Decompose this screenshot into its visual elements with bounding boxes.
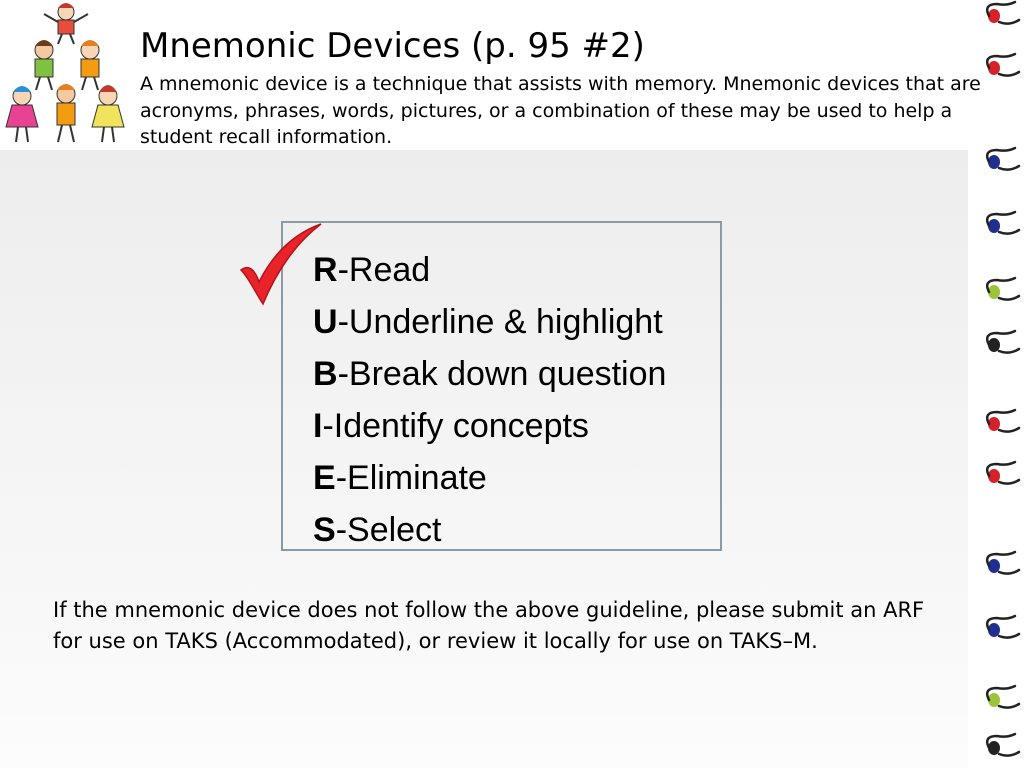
list-item xyxy=(313,296,666,348)
curl-decoration-icon xyxy=(987,54,1019,76)
list-item xyxy=(313,244,666,296)
curl-decoration-icon xyxy=(987,616,1019,638)
curl-decoration-icon xyxy=(987,686,1019,708)
curl-decoration-icon xyxy=(987,462,1019,484)
list-item xyxy=(313,400,666,452)
curl-decoration-icon xyxy=(987,148,1019,170)
list-item xyxy=(313,504,666,556)
acronym-text: -Select xyxy=(335,511,442,549)
red-checkmark-icon xyxy=(235,220,325,310)
curl-decoration-icon xyxy=(987,734,1019,756)
acronym-letter: I xyxy=(313,407,323,445)
acronym-letter: S xyxy=(313,511,336,549)
acronym-text: -Identify concepts xyxy=(322,407,589,445)
curl-decoration-icon xyxy=(987,2,1019,24)
acronym-text: -Eliminate xyxy=(335,459,487,497)
guideline-note: If the mnemonic device does not follow the above guideline, please submit an ARF for use on TAKS (Accommodated), or review it locally for use on TAKS–M. xyxy=(53,598,925,653)
acronym-letter: B xyxy=(313,355,338,393)
acronym-text: -Break down question xyxy=(337,355,667,393)
curl-decoration-border xyxy=(975,0,1024,768)
curl-decoration-icon xyxy=(987,212,1019,234)
list-item xyxy=(313,348,666,400)
acronym-text: -Underline & highlight xyxy=(337,303,663,341)
acronym-letter: E xyxy=(313,459,336,497)
acronym-text: -Read xyxy=(337,251,431,289)
curl-decoration-icon xyxy=(987,331,1019,353)
acronym-list xyxy=(313,244,666,556)
intro-paragraph: A mnemonic device is a technique that assists with memory. Mnemonic devices that are acronyms, phrases, words, pictures, or a combination of these may be used to help a student recall information. xyxy=(140,73,981,148)
curl-decoration-icon xyxy=(987,278,1019,300)
acronym-letter: R xyxy=(313,251,338,289)
list-item xyxy=(313,452,666,504)
curl-decoration-icon xyxy=(987,552,1019,574)
kids-pyramid-clipart xyxy=(0,0,135,150)
curl-decoration-icon xyxy=(987,410,1019,432)
acronym-letter: U xyxy=(313,303,338,341)
page-title: Mnemonic Devices (p. 95 #2) xyxy=(140,26,645,66)
